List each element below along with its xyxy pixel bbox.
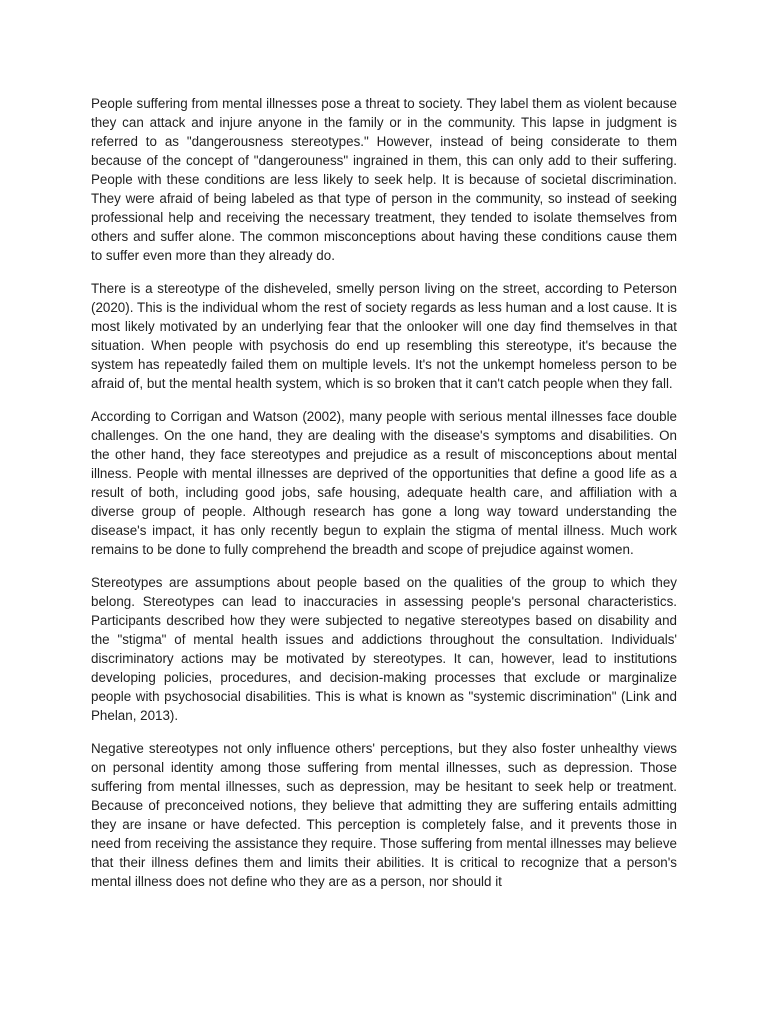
paragraph-2: There is a stereotype of the disheveled, smelly person living on the street, according to Peterson (2020). This is the individual whom the rest of society regards as less human and a lost cause. It is most likely motivated by an underlying fear that the onlooker will one day find themselves in that situation. When people with psychosis do end up resembling this stereotype, it's because the system has repeatedly failed them on multiple levels. It's not the unkempt homeless person to be afraid of, but the mental health system, which is so broken that it can't catch people when they fall. xyxy=(91,281,677,391)
document-body xyxy=(91,94,677,905)
paragraph-3: According to Corrigan and Watson (2002), many people with serious mental illnesses face double challenges. On the one hand, they are dealing with the disease's symptoms and disabilities. On the other hand, they face stereotypes and prejudice as a result of misconceptions about mental illness. People with mental illnesses are deprived of the opportunities that define a good life as a result of both, including good jobs, safe housing, adequate health care, and affiliation with a diverse group of people. Although research has gone a long way toward understanding the disease's impact, it has only recently begun to explain the stigma of mental illness. Much work remains to be done to fully comprehend the breadth and scope of prejudice against women. xyxy=(91,409,677,557)
paragraph-4: Stereotypes are assumptions about people based on the qualities of the group to which they belong. Stereotypes can lead to inaccuracies in assessing people's personal characteristics. Participants described how they were subjected to negative stereotypes based on disability and the "stigma" of mental health issues and addictions throughout the consultation. Individuals' discriminatory actions may be motivated by stereotypes. It can, however, lead to institutions developing policies, procedures, and decision-making processes that exclude or marginalize people with psychosocial disabilities. This is what is known as "systemic discrimination" (Link and Phelan, 2013). xyxy=(91,575,677,723)
paragraph-1: People suffering from mental illnesses pose a threat to society. They label them as violent because they can attack and injure anyone in the family or in the community. This lapse in judgment is referred to as "dangerousness stereotypes." However, instead of being considerate to them because of the concept of "dangerouness" ingrained in them, this can only add to their suffering. People with these conditions are less likely to seek help. It is because of societal discrimination. They were afraid of being labeled as that type of person in the community, so instead of seeking professional help and receiving the necessary treatment, they tended to isolate themselves from others and suffer alone. The common misconceptions about having these conditions cause them to suffer even more than they already do. xyxy=(91,96,677,263)
paragraph-5: Negative stereotypes not only influence others' perceptions, but they also foster unhealthy views on personal identity among those suffering from mental illnesses, such as depression. Those suffering from mental illnesses, such as depression, may be hesitant to seek help or treatment. Because of preconceived notions, they believe that admitting they are suffering entails admitting they are insane or have defected. This perception is completely false, and it prevents those in need from receiving the assistance they require. Those suffering from mental illnesses may believe that their illness defines them and limits their abilities. It is critical to recognize that a person's mental illness does not define who they are as a person, nor should it xyxy=(91,741,677,889)
